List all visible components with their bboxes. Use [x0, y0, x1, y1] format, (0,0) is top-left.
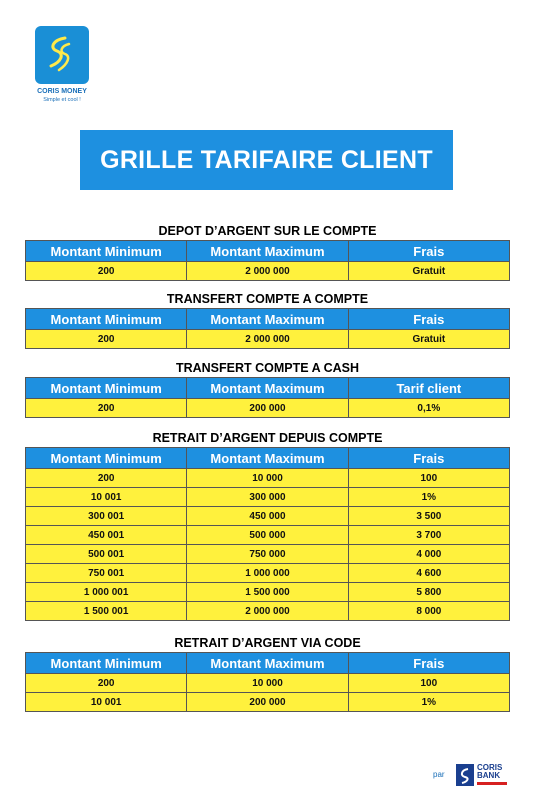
table-cell: Gratuit — [348, 262, 509, 281]
table-cell: 500 001 — [26, 545, 187, 564]
table-row — [26, 693, 510, 712]
table-cell: 10 000 — [187, 674, 348, 693]
coris-bank-logo-icon — [456, 764, 474, 786]
table-header-row — [26, 653, 510, 674]
table-cell: 200 — [26, 262, 187, 281]
brand-tagline: Simple et cool ! — [43, 97, 81, 103]
table-cell: 500 000 — [187, 526, 348, 545]
column-header: Montant Maximum — [187, 309, 348, 330]
table-cell: 1 500 001 — [26, 602, 187, 621]
column-header: Montant Minimum — [26, 378, 187, 399]
bank-name-line1: CORIS — [477, 763, 503, 772]
bank-accent-bar — [477, 782, 507, 785]
table-row — [26, 564, 510, 583]
table-cell: 200 — [26, 399, 187, 418]
table-row — [26, 526, 510, 545]
column-header: Montant Minimum — [26, 653, 187, 674]
column-header: Montant Minimum — [26, 448, 187, 469]
column-header: Montant Maximum — [187, 241, 348, 262]
column-header: Frais — [348, 653, 509, 674]
table-cell: 1 000 001 — [26, 583, 187, 602]
coris-bank-name — [477, 764, 502, 780]
table-cell: 450 000 — [187, 507, 348, 526]
tariff-table — [25, 308, 510, 349]
table-row — [26, 545, 510, 564]
coris-money-logo — [35, 26, 89, 84]
column-header: Montant Maximum — [187, 448, 348, 469]
table-header-row — [26, 378, 510, 399]
table-cell: 0,1% — [348, 399, 509, 418]
table-row — [26, 602, 510, 621]
table-cell: 4 600 — [348, 564, 509, 583]
column-header: Montant Maximum — [187, 653, 348, 674]
table-cell: 750 001 — [26, 564, 187, 583]
table-row — [26, 583, 510, 602]
column-header: Montant Minimum — [26, 309, 187, 330]
section-transfert-compte — [25, 290, 510, 349]
table-cell: 300 001 — [26, 507, 187, 526]
table-cell: 100 — [348, 469, 509, 488]
table-row — [26, 469, 510, 488]
section-transfert-cash — [25, 359, 510, 418]
table-row — [26, 399, 510, 418]
section-retrait-compte — [25, 429, 510, 621]
table-cell: 1 500 000 — [187, 583, 348, 602]
table-cell: 200 — [26, 469, 187, 488]
table-header-row — [26, 309, 510, 330]
table-header-row — [26, 448, 510, 469]
tariff-table — [25, 240, 510, 281]
table-row — [26, 330, 510, 349]
tariff-table — [25, 377, 510, 418]
table-cell: 450 001 — [26, 526, 187, 545]
table-cell: 1 000 000 — [187, 564, 348, 583]
table-row — [26, 674, 510, 693]
table-cell: 5 800 — [348, 583, 509, 602]
section-retrait-code — [25, 634, 510, 712]
table-cell: 100 — [348, 674, 509, 693]
table-cell: 1% — [348, 488, 509, 507]
table-cell: 4 000 — [348, 545, 509, 564]
table-row — [26, 507, 510, 526]
column-header: Montant Maximum — [187, 378, 348, 399]
table-cell: 200 — [26, 674, 187, 693]
table-cell: 3 700 — [348, 526, 509, 545]
section-depot — [25, 222, 510, 281]
table-cell: 200 — [26, 330, 187, 349]
section-title: DEPOT D’ARGENT SUR LE COMPTE — [158, 224, 377, 238]
section-title: TRANSFERT COMPTE A COMPTE — [166, 292, 369, 306]
table-header-row — [26, 241, 510, 262]
table-cell: 10 001 — [26, 488, 187, 507]
table-cell: Gratuit — [348, 330, 509, 349]
table-row — [26, 262, 510, 281]
page-title: GRILLE TARIFAIRE CLIENT — [80, 130, 453, 190]
column-header: Montant Minimum — [26, 241, 187, 262]
column-header: Tarif client — [348, 378, 509, 399]
column-header: Frais — [348, 309, 509, 330]
table-cell: 2 000 000 — [187, 330, 348, 349]
table-cell: 2 000 000 — [187, 602, 348, 621]
table-row — [26, 488, 510, 507]
table-cell: 10 000 — [187, 469, 348, 488]
section-title: TRANSFERT COMPTE A CASH — [175, 361, 360, 375]
table-cell: 200 000 — [187, 693, 348, 712]
table-cell: 8 000 — [348, 602, 509, 621]
tariff-table — [25, 447, 510, 621]
bank-name-line2: BANK — [477, 771, 501, 780]
table-cell: 10 001 — [26, 693, 187, 712]
table-cell: 200 000 — [187, 399, 348, 418]
table-cell: 2 000 000 — [187, 262, 348, 281]
tariff-table — [25, 652, 510, 712]
table-cell: 750 000 — [187, 545, 348, 564]
table-cell: 300 000 — [187, 488, 348, 507]
column-header: Frais — [348, 448, 509, 469]
par-label: par — [433, 770, 445, 779]
section-title: RETRAIT D’ARGENT DEPUIS COMPTE — [152, 431, 383, 445]
brand-name: CORIS MONEY — [37, 88, 87, 95]
section-title: RETRAIT D’ARGENT VIA CODE — [174, 636, 361, 650]
table-cell: 3 500 — [348, 507, 509, 526]
swirl-logo-icon — [35, 26, 89, 84]
column-header: Frais — [348, 241, 509, 262]
table-cell: 1% — [348, 693, 509, 712]
